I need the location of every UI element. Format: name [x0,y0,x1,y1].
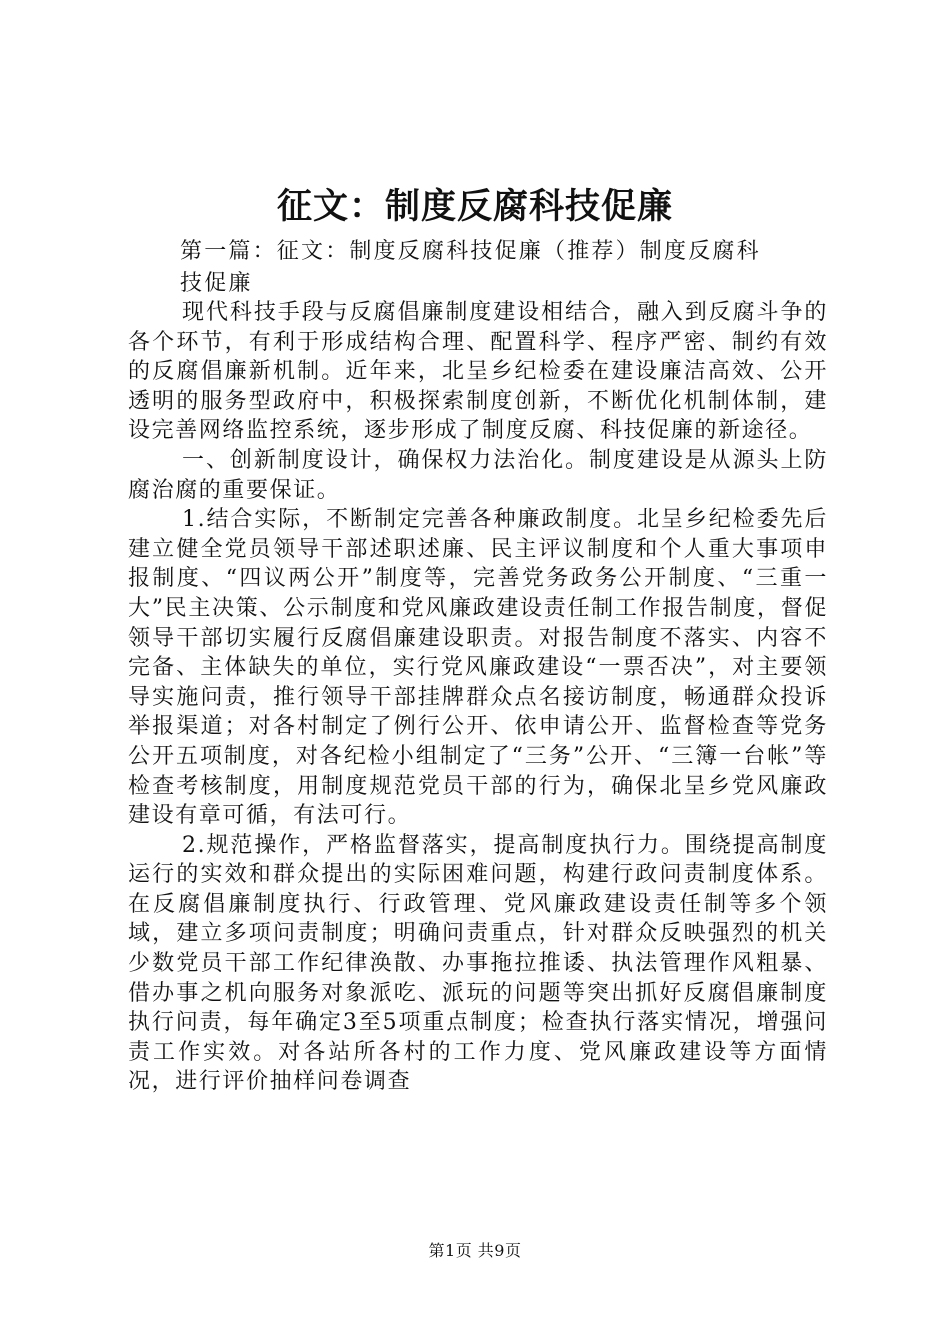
paragraph-point-one: 1.结合实际，不断制定完善各种廉政制度。北呈乡纪检委先后建立健全党员领导干部述职述廉、民主评议制度和个人重大事项申报制度、“四议两公开”制度等，完善党务政务公开制度、“三重一大”民主决策、公示制度和党风廉政建设责任制工作报告制度，督促领导干部切实履行反腐倡廉建设职责。对报告制度不落实、内容不完备、主体缺失的单位，实行党风廉政建设“一票否决”，对主要领导实施问责，推行领导干部挂牌群众点名接访制度，畅通群众投诉举报渠道；对各村制定了例行公开、依申请公开、监督检查等党务公开五项制度，对各纪检小组制定了“三务”公开、“三簿一台帐”等检查考核制度，用制度规范党员干部的行为，确保北呈乡党风廉政建设有章可循，有法可行。 [128,507,828,829]
paragraph-section-one: 一、创新制度设计，确保权力法治化。制度建设是从源头上防腐治腐的重要保证。 [128,447,828,503]
paragraph-intro: 现代科技手段与反腐倡廉制度建设相结合，融入到反腐斗争的各个环节，有利于形成结构合理、配置科学、程序严密、制约有效的反腐倡廉新机制。近年来，北呈乡纪检委在建设廉洁高效、公开透明的服务型政府中，积极探索制度创新，不断优化机制体制，建设完善网络监控系统，逐步形成了制度反腐、科技促廉的新途径。 [128,300,828,444]
document-body [128,298,828,1097]
page-footer: 第1页 共9页 [428,1241,522,1260]
document-subtitle: 第一篇：征文：制度反腐科技促廉（推荐）制度反腐科技促廉 [180,239,761,296]
document-title: 征文：制度反腐科技促廉 [276,186,673,227]
paragraph-point-two: 2.规范操作，严格监督落实，提高制度执行力。围绕提高制度运行的实效和群众提出的实际困难问题，构建行政问责制度体系。在反腐倡廉制度执行、行政管理、党风廉政建设责任制等多个领域，建立多项问责制度；明确问责重点，针对群众反映强烈的机关少数党员干部工作纪律涣散、办事拖拉推诿、执法管理作风粗暴、借办事之机向服务对象派吃、派玩的问题等突出抓好反腐倡廉制度执行问责，每年确定3至5项重点制度；检查执行落实情况，增强问责工作实效。对各站所各村的工作力度、党风廉政建设等方面情况，进行评价抽样问卷调查 [128,832,828,1095]
